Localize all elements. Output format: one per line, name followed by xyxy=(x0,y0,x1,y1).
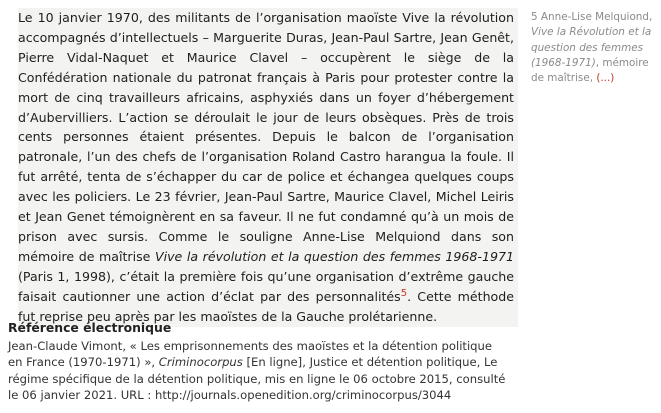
note-rest: , mémoire de maîtrise, xyxy=(531,56,649,85)
margin-note xyxy=(531,10,656,86)
reference-heading: Référence électronique xyxy=(8,320,172,335)
footnote-ref-link[interactable]: 5 xyxy=(400,287,408,299)
note-more-link[interactable]: (...) xyxy=(596,72,615,85)
reference-citation xyxy=(8,338,508,404)
paragraph-text-3: . Cette méthode fut reprise peu après par les maoïstes de la Gauche prolétarienne. xyxy=(18,288,514,324)
thesis-title: Vive la révolution et la question des femmes 1968-1971 xyxy=(154,248,514,264)
paragraph-text-2: (Paris 1, 1998), c’était la première fois qu’une organisation d’extrême gauche faisait cautionner une action d’éclat par des personnalités xyxy=(18,268,514,304)
note-author: Anne-Lise Melquiond, xyxy=(537,11,653,23)
paragraph-text-1: Le 10 janvier 1970, des militants de l’organisation maoïste Vive la révolution accompagnés d’intellectuels – Marguerite Duras, Jean-Paul Sartre, Jean Genêt, Pierre Vidal-Naquet et Maurice Clavel – occupèrent le siège de la Confédération nationale du patronat français à Paris pour protester contre la mort de cinq travailleurs africains, asphyxiés dans un foyer d’hébergement d’Aubervilliers. L’action se déroulait le jour de leurs obsèques. Près de trois cents personnes étaient présentes. Depuis le balcon de l’organisation patronale, l’un des chefs de l’organisation Roland Castro harangua la foule. Il fut arrêté, tenta de s’échapper du car de police et échangea quelques coups avec les policiers. Le 23 février, Jean-Paul Sartre, Maurice Clavel, Michel Leiris et Jean Genet témoignèrent en sa faveur. Il ne fut condamné qu’à un mois de prison avec sursis. Comme le souligne Anne-Lise Melquiond dans son mémoire de maîtrise xyxy=(18,10,514,264)
note-number: 5 xyxy=(531,11,538,23)
main-paragraph xyxy=(18,8,518,327)
note-title: Vive la Révolution et la question des femmes (1968-1971) xyxy=(531,26,652,69)
citation-text-2: [En ligne], Justice et détention politique, Le régime spécifique de la détention politique, mis en ligne le 06 octobre 2015, consulté le 06 janvier 2021. URL : http://journals.openedition.org/criminocorpus/3044 xyxy=(8,355,506,403)
citation-text-1: Jean-Claude Vimont, « Les emprisonnements des maoïstes et la détention politique en France (1970-1971) », xyxy=(8,339,493,370)
journal-name: Criminocorpus xyxy=(158,355,243,370)
